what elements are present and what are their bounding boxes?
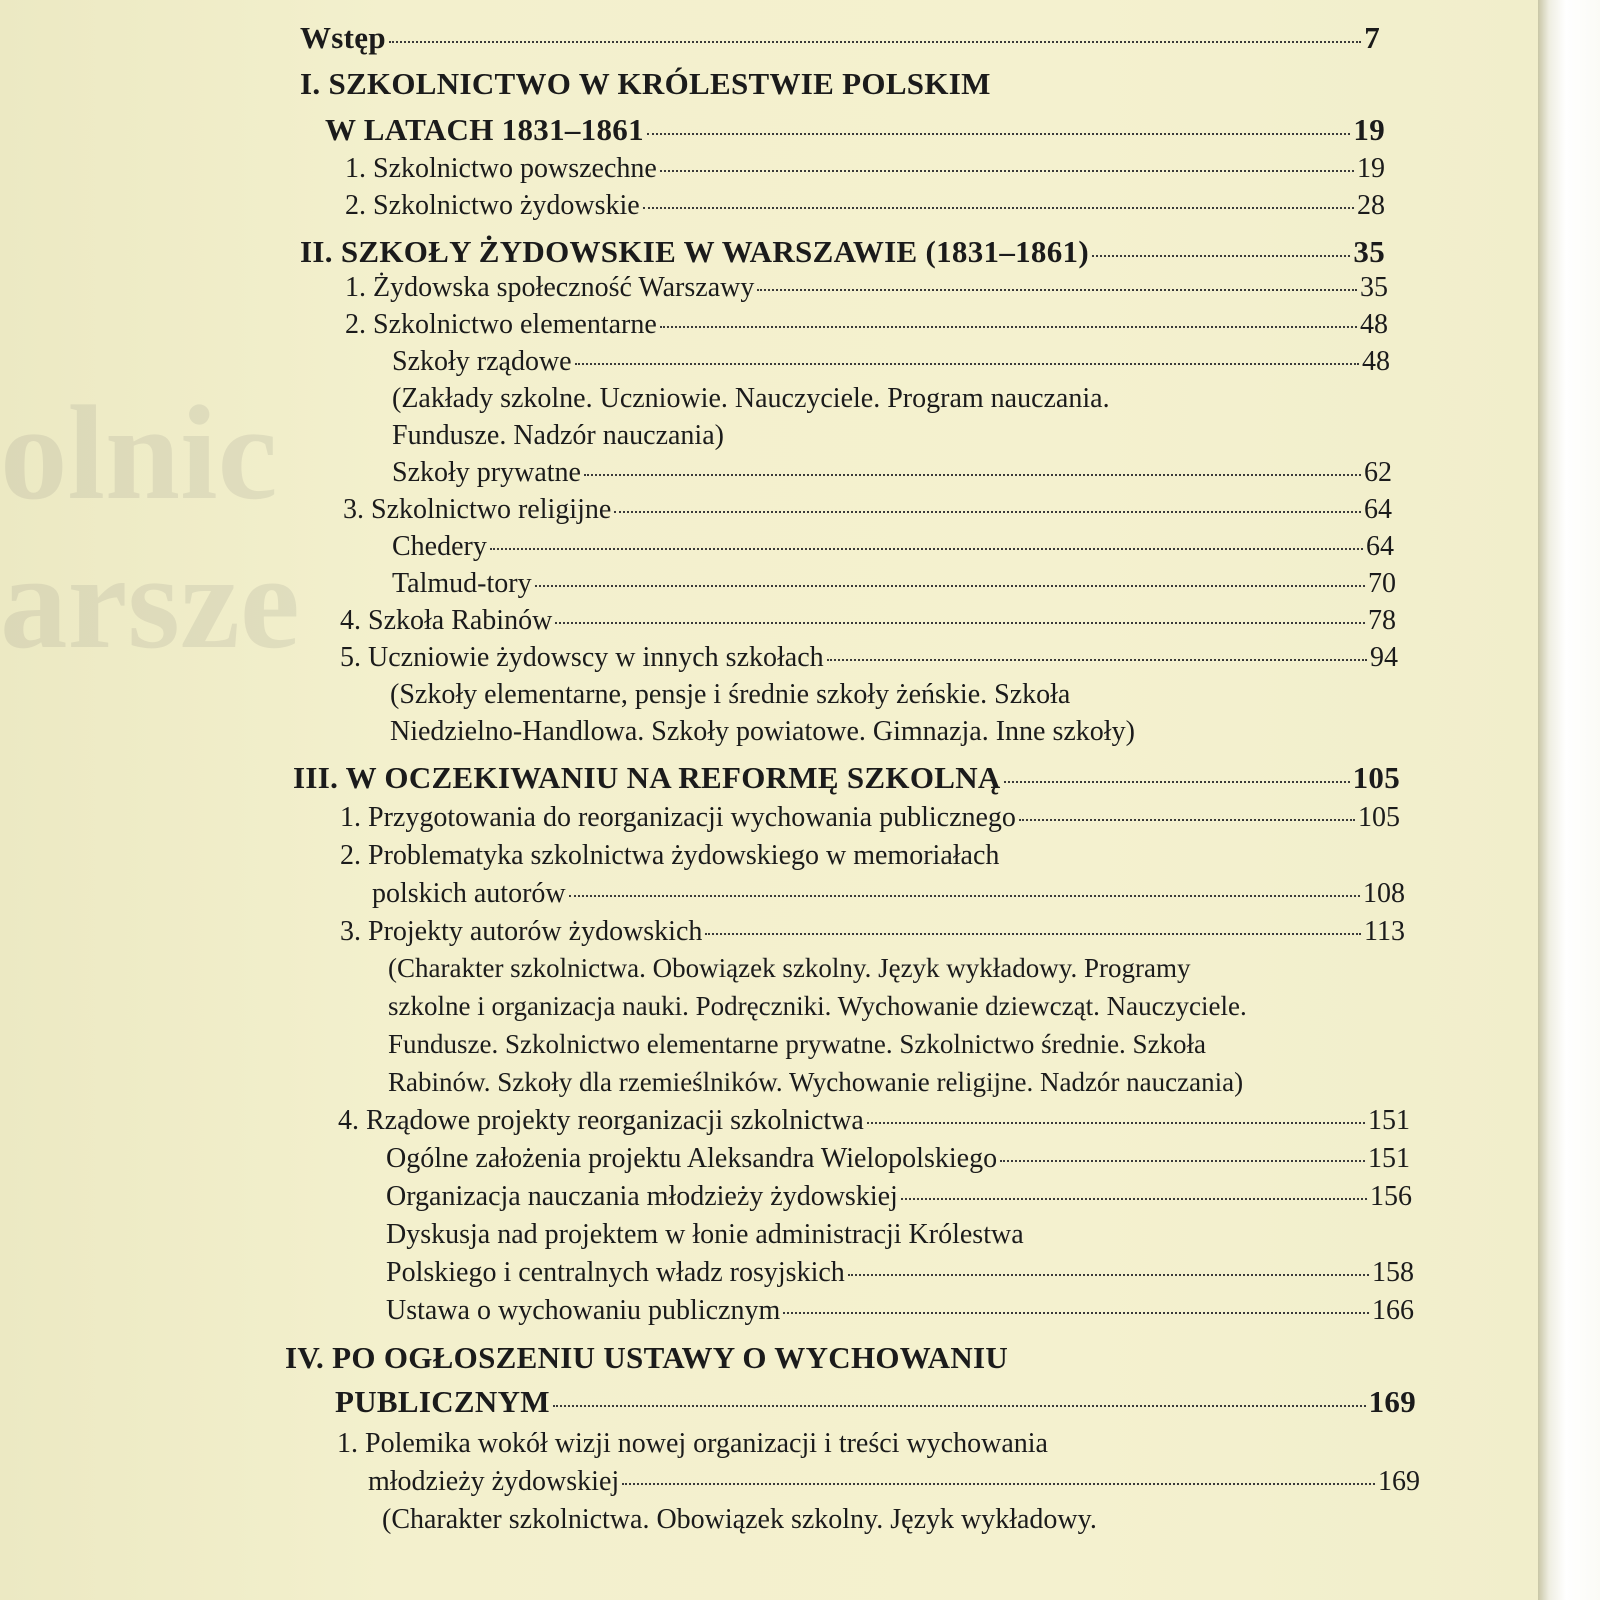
toc-entry: [372, 878, 1405, 910]
dot-leader: [660, 326, 1357, 328]
toc-entry-title: młodzieży żydowskiej: [368, 1466, 620, 1497]
toc-entry: [386, 1143, 1410, 1175]
toc-entry-title: 5. Uczniowie żydowscy w innych szkołach: [340, 642, 824, 673]
dot-leader: [389, 41, 1361, 43]
toc-entry-title: Wstęp: [300, 20, 386, 55]
toc-entry-title: (Szkoły elementarne, pensje i średnie szkoły żeńskie. Szkoła: [390, 679, 1071, 710]
toc-entry-page-number: 108: [1363, 878, 1405, 909]
bleed-through-text: olnic arsze: [0, 379, 300, 677]
toc-entry-title: Szkoły rządowe: [392, 346, 572, 377]
toc-entry: [392, 531, 1394, 563]
toc-entry-page-number: 158: [1372, 1257, 1414, 1288]
dot-leader: [1004, 781, 1350, 783]
toc-entry: [386, 1257, 1414, 1289]
toc-entry: [340, 840, 999, 872]
toc-entry: [345, 272, 1388, 304]
dot-leader: [555, 622, 1365, 624]
toc-entry-page-number: 64: [1366, 531, 1394, 562]
toc-entry-title: 2. Szkolnictwo żydowskie: [345, 190, 640, 221]
toc-entry-title: Talmud-tory: [392, 568, 532, 599]
toc-entry-page-number: 94: [1370, 642, 1398, 673]
dot-leader: [647, 133, 1351, 135]
toc-entry: [340, 802, 1400, 834]
toc-entry: [368, 1466, 1420, 1498]
toc-entry-page-number: 113: [1364, 916, 1405, 947]
toc-entry: [337, 1428, 1048, 1460]
toc-entry-title: Fundusze. Nadzór nauczania): [392, 420, 724, 451]
toc-entry: [388, 1067, 1243, 1098]
toc-entry: [345, 190, 1385, 222]
toc-entry: [340, 642, 1398, 674]
toc-entry: [285, 1340, 1008, 1376]
toc-entry-title: 1. Przygotowania do reorganizacji wychowania publicznego: [340, 802, 1016, 833]
dot-leader: [584, 474, 1361, 476]
toc-entry-page-number: 78: [1368, 605, 1396, 636]
toc-entry: [392, 420, 724, 452]
toc-entry-title: 2. Szkolnictwo elementarne: [345, 309, 657, 340]
toc-entry-title: II. SZKOŁY ŻYDOWSKIE W WARSZAWIE (1831–1861): [300, 234, 1089, 269]
toc-entry: [300, 234, 1385, 270]
page-edge: [1538, 0, 1600, 1600]
toc-entry: [338, 1105, 1410, 1137]
toc-entry-title: szkolne i organizacja nauki. Podręczniki. Wychowanie dziewcząt. Nauczyciele.: [388, 991, 1247, 1021]
dot-leader: [622, 1483, 1375, 1485]
dot-leader: [705, 933, 1361, 935]
toc-entry-title: Niedzielno-Handlowa. Szkoły powiatowe. Gimnazja. Inne szkoły): [390, 716, 1135, 747]
toc-entry-title: I. SZKOLNICTWO W KRÓLESTWIE POLSKIM: [300, 66, 991, 101]
toc-entry-page-number: 28: [1357, 190, 1385, 221]
toc-entry-title: 1. Polemika wokół wizji nowej organizacji i treści wychowania: [337, 1428, 1048, 1459]
toc-entry: [392, 457, 1392, 489]
toc-entry-title: Polskiego i centralnych władz rosyjskich: [386, 1257, 845, 1288]
toc-entry: [388, 1029, 1206, 1060]
dot-leader: [575, 363, 1359, 365]
toc-entry-page-number: 62: [1364, 457, 1392, 488]
toc-entry-page-number: 7: [1364, 20, 1380, 55]
toc-entry-page-number: 166: [1372, 1295, 1414, 1326]
toc-entry-page-number: 35: [1360, 272, 1388, 303]
toc-entry-title: (Charakter szkolnictwa. Obowiązek szkolny. Język wykładowy.: [382, 1504, 1097, 1535]
toc-entry-title: (Charakter szkolnictwa. Obowiązek szkolny. Język wykładowy. Programy: [388, 953, 1191, 983]
toc-entry-page-number: 70: [1368, 568, 1396, 599]
toc-entry-title: Fundusze. Szkolnictwo elementarne prywatne. Szkolnictwo średnie. Szkoła: [388, 1029, 1207, 1059]
toc-entry: [386, 1219, 1024, 1251]
dot-leader: [1019, 819, 1355, 821]
toc-entry-title: Chedery: [392, 531, 487, 562]
dot-leader: [614, 511, 1361, 513]
toc-entry-title: Rabinów. Szkoły dla rzemieślników. Wychowanie religijne. Nadzór nauczania): [388, 1067, 1244, 1097]
toc-entry: [386, 1181, 1412, 1213]
toc-entry: [325, 112, 1385, 148]
toc-entry: [340, 916, 1405, 948]
toc-entry-title: Ogólne założenia projektu Aleksandra Wielopolskiego: [386, 1143, 998, 1174]
toc-entry-title: Szkoły prywatne: [392, 457, 581, 488]
toc-entry-title: (Zakłady szkolne. Uczniowie. Nauczyciele. Program nauczania.: [392, 383, 1110, 414]
toc-entry: [390, 716, 1135, 748]
toc-entry-page-number: 105: [1358, 802, 1400, 833]
toc-entry-title: 4. Szkoła Rabinów: [340, 605, 553, 636]
toc-entry-page-number: 19: [1357, 153, 1385, 184]
dot-leader: [553, 1405, 1366, 1407]
toc-entry-page-number: 35: [1353, 234, 1385, 269]
toc-entry-title: 1. Szkolnictwo powszechne: [345, 153, 657, 184]
toc-entry-title: Dyskusja nad projektem w łonie administracji Królestwa: [386, 1219, 1024, 1250]
dot-leader: [535, 585, 1365, 587]
dot-leader: [490, 548, 1363, 550]
toc-entry-title: 1. Żydowska społeczność Warszawy: [345, 272, 755, 303]
toc-entry: [392, 346, 1390, 378]
toc-entry-page-number: 151: [1368, 1105, 1410, 1136]
toc-entry: [343, 494, 1392, 526]
toc-entry: [300, 66, 991, 102]
dot-leader: [643, 207, 1354, 209]
dot-leader: [757, 289, 1357, 291]
dot-leader: [827, 659, 1367, 661]
toc-entry-title: IV. PO OGŁOSZENIU USTAWY O WYCHOWANIU: [285, 1340, 1009, 1375]
toc-entry: [386, 1295, 1414, 1327]
toc-entry-title: 2. Problematyka szkolnictwa żydowskiego w memoriałach: [340, 840, 1000, 871]
toc-entry-page-number: 156: [1370, 1181, 1412, 1212]
toc-entry-title: 3. Projekty autorów żydowskich: [340, 916, 703, 947]
toc-entry-page-number: 64: [1364, 494, 1392, 525]
toc-entry-page-number: 151: [1368, 1143, 1410, 1174]
toc-entry: [388, 991, 1247, 1022]
dot-leader: [1092, 255, 1350, 257]
toc-entry: [392, 568, 1396, 600]
toc-entry-title: PUBLICZNYM: [335, 1384, 550, 1419]
dot-leader: [783, 1312, 1369, 1314]
toc-entry: [345, 309, 1388, 341]
toc-entry-page-number: 48: [1360, 309, 1388, 340]
toc-entry-title: 3. Szkolnictwo religijne: [343, 494, 612, 525]
toc-entry-page-number: 169: [1368, 1384, 1416, 1419]
toc-entry-title: W LATACH 1831–1861: [325, 112, 644, 147]
dot-leader: [1000, 1160, 1365, 1162]
dot-leader: [660, 170, 1354, 172]
dot-leader: [867, 1122, 1365, 1124]
toc-entry: [293, 760, 1400, 796]
toc-entry: [388, 953, 1191, 984]
toc-entry-title: polskich autorów: [372, 878, 566, 909]
toc-entry-title: III. W OCZEKIWANIU NA REFORMĘ SZKOLNĄ: [293, 760, 1001, 795]
toc-entry-page-number: 169: [1378, 1466, 1420, 1497]
toc-entry: [300, 20, 1380, 56]
dot-leader: [569, 895, 1360, 897]
toc-entry-page-number: 48: [1362, 346, 1390, 377]
toc-entry-title: Ustawa o wychowaniu publicznym: [386, 1295, 781, 1326]
toc-entry-page-number: 19: [1353, 112, 1385, 147]
toc-entry: [345, 153, 1385, 185]
dot-leader: [901, 1198, 1367, 1200]
toc-entry: [390, 679, 1070, 711]
toc-entry: [392, 383, 1110, 415]
dot-leader: [848, 1274, 1369, 1276]
toc-entry-title: 4. Rządowe projekty reorganizacji szkolnictwa: [338, 1105, 864, 1136]
toc-entry-page-number: 105: [1352, 760, 1400, 795]
toc-entry-title: Organizacja nauczania młodzieży żydowskiej: [386, 1181, 898, 1212]
toc-entry: [340, 605, 1396, 637]
toc-entry: [335, 1384, 1416, 1420]
toc-entry: [382, 1504, 1097, 1536]
